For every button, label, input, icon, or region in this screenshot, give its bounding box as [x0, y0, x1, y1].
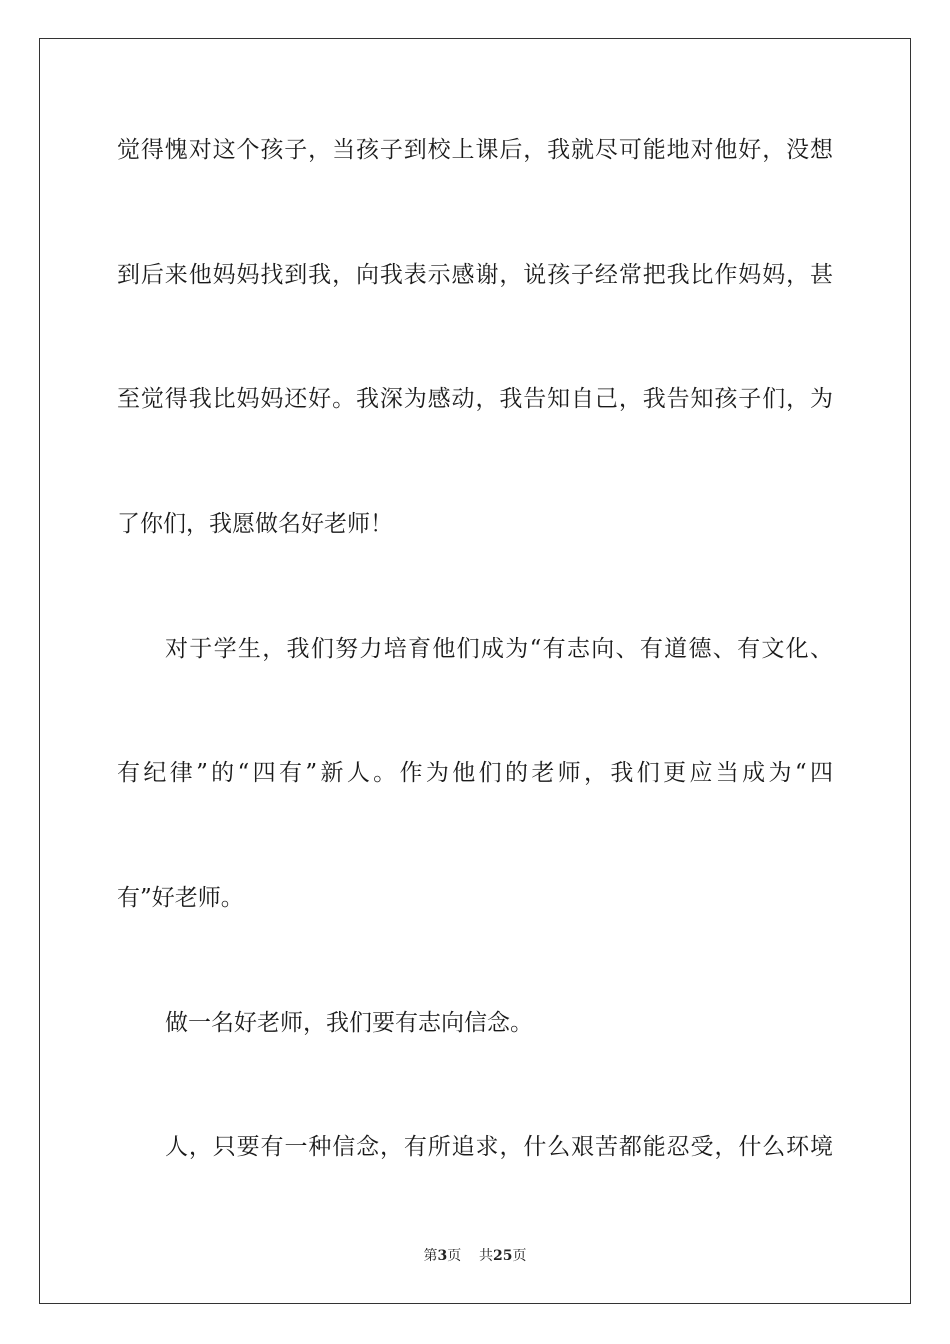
text-line-2: 到后来他妈妈找到我，向我表示感谢，说孩子经常把我比作妈妈，甚 — [117, 262, 833, 288]
page-border — [39, 38, 911, 1304]
page-footer — [0, 1246, 950, 1266]
text-line-6: 有纪律”的“四有”新人。作为他们的老师，我们更应当成为“四 — [117, 760, 833, 786]
total-pages: 25 — [493, 1248, 513, 1264]
text-line-4: 了你们，我愿做名好老师！ — [117, 511, 393, 537]
page-number: 3 — [437, 1248, 448, 1264]
paragraph-start-line: 对于学生，我们努力培育他们成为“有志向、有道德、有文化、 — [165, 636, 833, 662]
paragraph-start-line: 做一名好老师，我们要有志向信念。 — [165, 1010, 533, 1036]
text-line-1: 觉得愧对这个孩子，当孩子到校上课后，我就尽可能地对他好，没想 — [117, 137, 833, 163]
total-prefix: 共 — [479, 1248, 494, 1264]
page-prefix: 第 — [423, 1248, 438, 1264]
page-suffix: 页 — [447, 1248, 462, 1264]
total-suffix: 页 — [512, 1248, 527, 1264]
text-line-7: 有”好老师。 — [117, 885, 244, 911]
text-line-3: 至觉得我比妈妈还好。我深为感动，我告知自己，我告知孩子们，为 — [117, 386, 833, 412]
paragraph-start-line: 人，只要有一种信念，有所追求，什么艰苦都能忍受，什么环境 — [165, 1134, 833, 1160]
